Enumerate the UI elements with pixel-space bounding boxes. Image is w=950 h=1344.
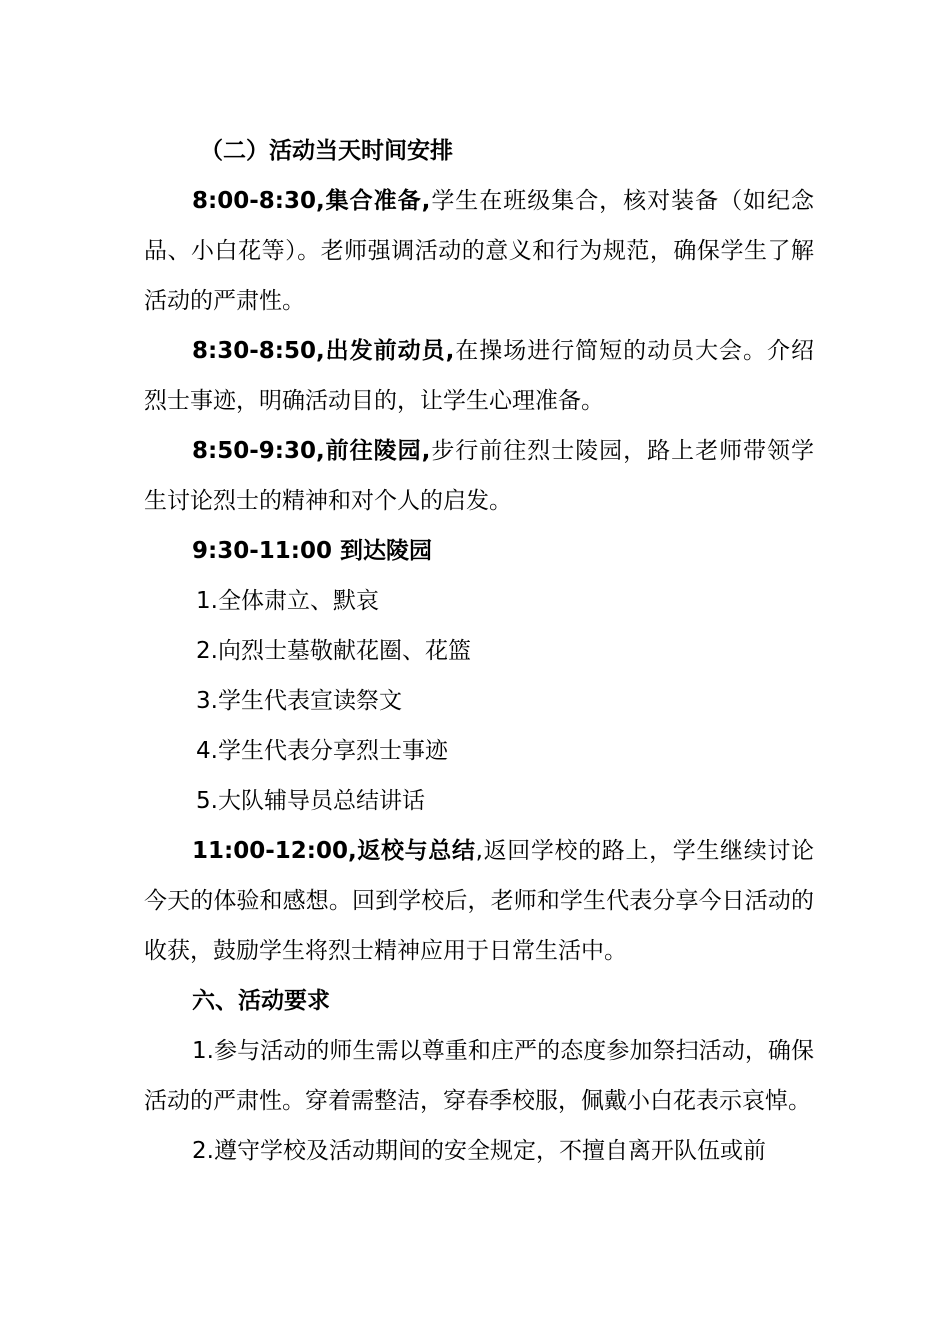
schedule-text: 在操场进行简短的动员大会。介绍烈士事迹，明确活动目的，让学生心理准备。 xyxy=(144,338,815,414)
schedule-time-title: 8:30-8:50,出发前动员, xyxy=(192,338,455,364)
arrival-list-item: 5.大队辅导员总结讲话 xyxy=(196,788,425,814)
arrival-heading: 9:30-11:00 到达陵园 xyxy=(192,538,432,564)
schedule-paragraph-assembly xyxy=(144,176,814,326)
section-heading: （二）活动当天时间安排 xyxy=(200,138,453,164)
arrival-list-item: 4.学生代表分享烈士事迹 xyxy=(196,738,448,764)
schedule-paragraph-mobilization xyxy=(144,326,814,426)
requirement-paragraph: 1.参与活动的师生需以尊重和庄严的态度参加祭扫活动，确保活动的严肃性。穿着需整洁，穿春季校服，佩戴小白花表示哀悼。 xyxy=(144,1038,814,1114)
schedule-time-title: 8:50-9:30,前往陵园, xyxy=(192,438,431,464)
schedule-text: 步行前往烈士陵园，路上老师带领学生讨论烈士的精神和对个人的启发。 xyxy=(144,438,815,514)
return-paragraph xyxy=(144,826,814,976)
schedule-time-title: 8:00-8:30,集合准备, xyxy=(192,188,431,214)
schedule-text: 学生在班级集合，核对装备（如纪念品、小白花等）。老师强调活动的意义和行为规范，确保学生了解活动的严肃性。 xyxy=(144,188,815,314)
requirements-heading: 六、活动要求 xyxy=(192,988,330,1014)
return-time-title: 11:00-12:00,返校与总结 xyxy=(192,838,476,864)
arrival-list-item: 3.学生代表宣读祭文 xyxy=(196,688,402,714)
document-body xyxy=(144,126,814,1176)
arrival-list-item: 1.全体肃立、默哀 xyxy=(196,588,379,614)
return-text: ,返回学校的路上，学生继续讨论今天的体验和感想。回到学校后，老师和学生代表分享今日活动的收获，鼓励学生将烈士精神应用于日常生活中。 xyxy=(144,838,814,964)
arrival-list-item: 2.向烈士墓敬献花圈、花篮 xyxy=(196,638,471,664)
schedule-paragraph-departure xyxy=(144,426,814,526)
requirement-paragraph: 2.遵守学校及活动期间的安全规定，不擅自离开队伍或前 xyxy=(192,1138,766,1164)
